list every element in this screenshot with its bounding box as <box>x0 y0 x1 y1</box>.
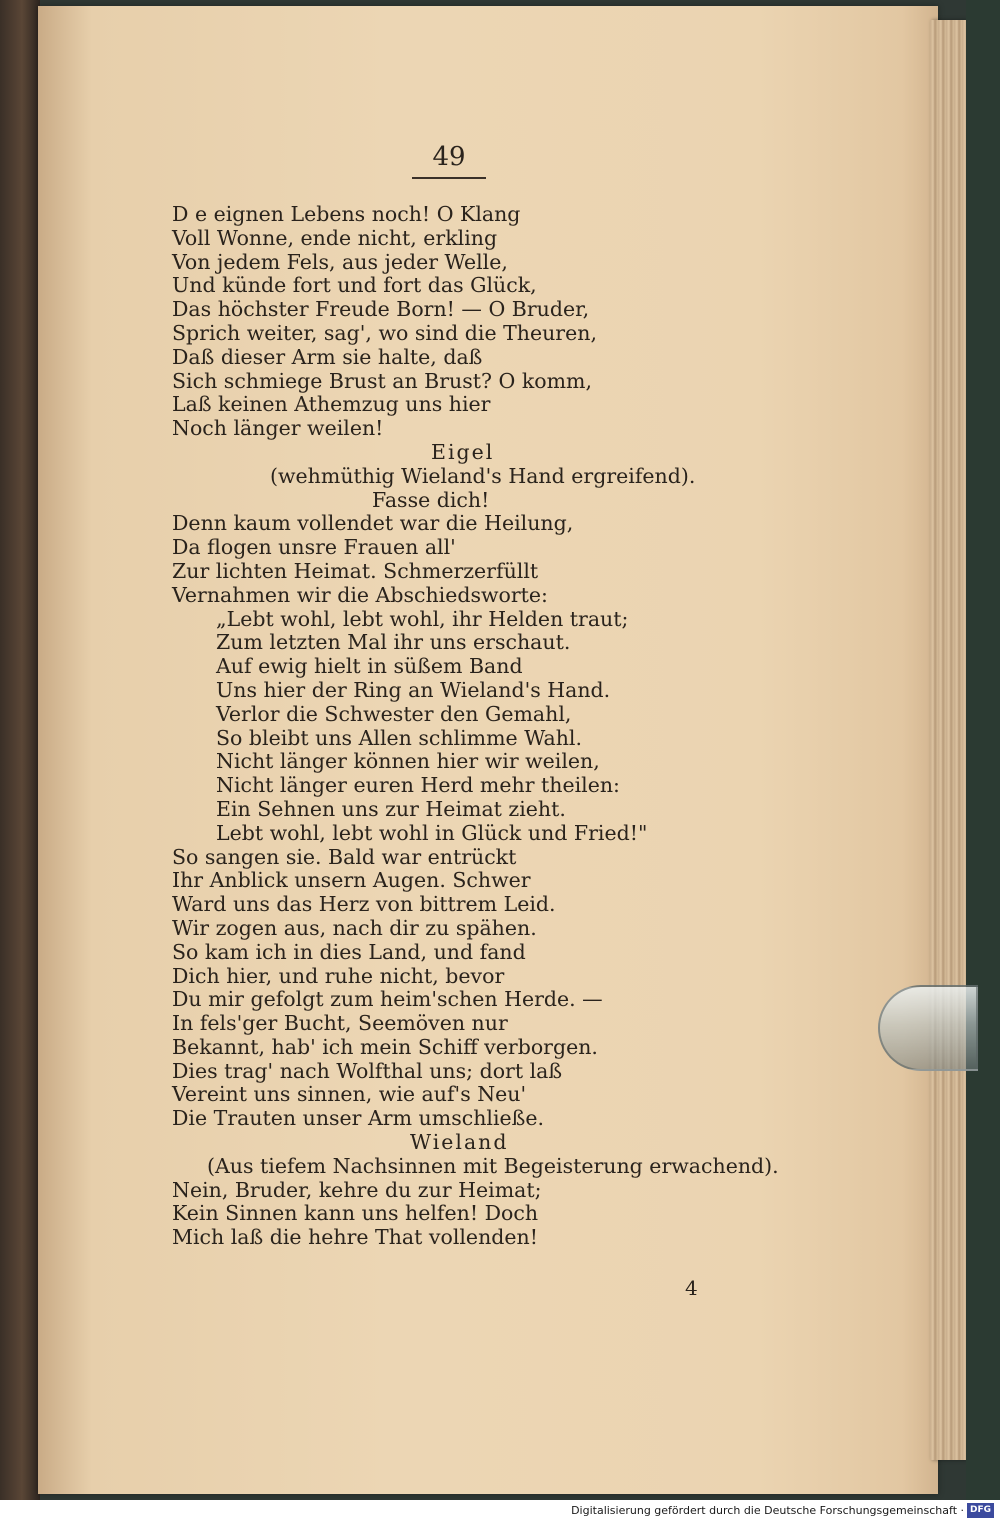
text-line: So kam ich in dies Land, und fand <box>172 939 526 964</box>
page-edges <box>930 20 966 1460</box>
dfg-logo-icon: DFG <box>967 1503 994 1518</box>
text-line: Mich laß die hehre That vollenden! <box>172 1225 538 1250</box>
song-line: Nicht länger können hier wir weilen, <box>216 749 600 774</box>
text-line: Nein, Bruder, kehre du zur Heimat; <box>172 1177 542 1202</box>
page-clip-icon <box>878 985 978 1071</box>
signature-mark: 4 <box>685 1276 698 1300</box>
text-line: Fasse dich! <box>372 487 490 512</box>
text-line: In fels'ger Bucht, Seemöven nur <box>172 1011 508 1036</box>
page-number: 49 <box>432 142 466 172</box>
text-line: Da flogen unsre Frauen all' <box>172 535 456 560</box>
text-line: Laß keinen Athemzug uns hier <box>172 392 491 417</box>
text-line: Dies trag' nach Wolfthal uns; dort laß <box>172 1058 563 1083</box>
text-line: Sich schmiege Brust an Brust? O komm, <box>172 368 592 393</box>
text-line: Noch länger weilen! <box>172 416 384 441</box>
footer-bar <box>0 1500 1000 1523</box>
text-line: D e eignen Lebens noch! O Klang <box>172 202 521 226</box>
text-line: Voll Wonne, ende nicht, erkling <box>172 225 498 250</box>
poem-text <box>172 202 779 1250</box>
text-line: Von jedem Fels, aus jeder Welle, <box>172 249 508 274</box>
song-line: Ein Sehnen uns zur Heimat zieht. <box>216 796 566 821</box>
song-line: Verlor die Schwester den Gemahl, <box>216 701 572 726</box>
book-cover-left <box>0 0 40 1500</box>
text-line: Bekannt, hab' ich mein Schiff verborgen. <box>172 1034 598 1059</box>
text-line: Das höchster Freude Born! — O Bruder, <box>172 297 590 322</box>
text-line: Wir zogen aus, nach dir zu spähen. <box>172 915 537 940</box>
book-cover-right <box>966 0 1000 1500</box>
text-line: Du mir gefolgt zum heim'schen Herde. — <box>172 987 603 1012</box>
song-line: Lebt wohl, lebt wohl in Glück und Fried!" <box>216 820 648 845</box>
text-line: Vernahmen wir die Abschiedsworte: <box>172 582 548 607</box>
song-line: Nicht länger euren Herd mehr theilen: <box>216 773 620 798</box>
song-line: So bleibt uns Allen schlimme Wahl. <box>216 725 582 750</box>
text-line: Zur lichten Heimat. Schmerzerfüllt <box>172 558 539 583</box>
song-line: Uns hier der Ring an Wieland's Hand. <box>216 677 611 702</box>
text-line: Sprich weiter, sag', wo sind die Theuren, <box>172 320 597 345</box>
song-line: „Lebt wohl, lebt wohl, ihr Helden traut; <box>216 606 629 631</box>
text-line: Ward uns das Herz von bittrem Leid. <box>172 892 556 917</box>
text-line: Kein Sinnen kann uns helfen! Doch <box>172 1201 539 1226</box>
text-line: Ihr Anblick unsern Augen. Schwer <box>172 868 531 893</box>
song-line: Auf ewig hielt in süßem Band <box>216 654 523 679</box>
text-line: Denn kaum vollendet war die Heilung, <box>172 511 574 536</box>
page-number-rule <box>412 177 486 179</box>
speaker-name: Eigel <box>431 439 495 464</box>
song-line: Zum letzten Mal ihr uns erschaut. <box>216 630 571 655</box>
stage-direction: (Aus tiefem Nachsinnen mit Begeisterung erwachend). <box>207 1153 779 1178</box>
text-line: Dich hier, und ruhe nicht, bevor <box>172 963 505 988</box>
stage-direction: (wehmüthig Wieland's Hand ergreifend). <box>270 463 696 488</box>
funding-credit: Digitalisierung gefördert durch die Deutsche Forschungsgemeinschaft · <box>571 1504 964 1517</box>
speaker-name: Wieland <box>410 1130 509 1155</box>
text-line: Vereint uns sinnen, wie auf's Neu' <box>172 1082 527 1107</box>
text-line: Daß dieser Arm sie halte, daß <box>172 344 483 369</box>
text-line: Und künde fort und fort das Glück, <box>172 273 537 298</box>
text-line: Die Trauten unser Arm umschließe. <box>172 1106 544 1131</box>
text-line: So sangen sie. Bald war entrückt <box>172 844 517 869</box>
